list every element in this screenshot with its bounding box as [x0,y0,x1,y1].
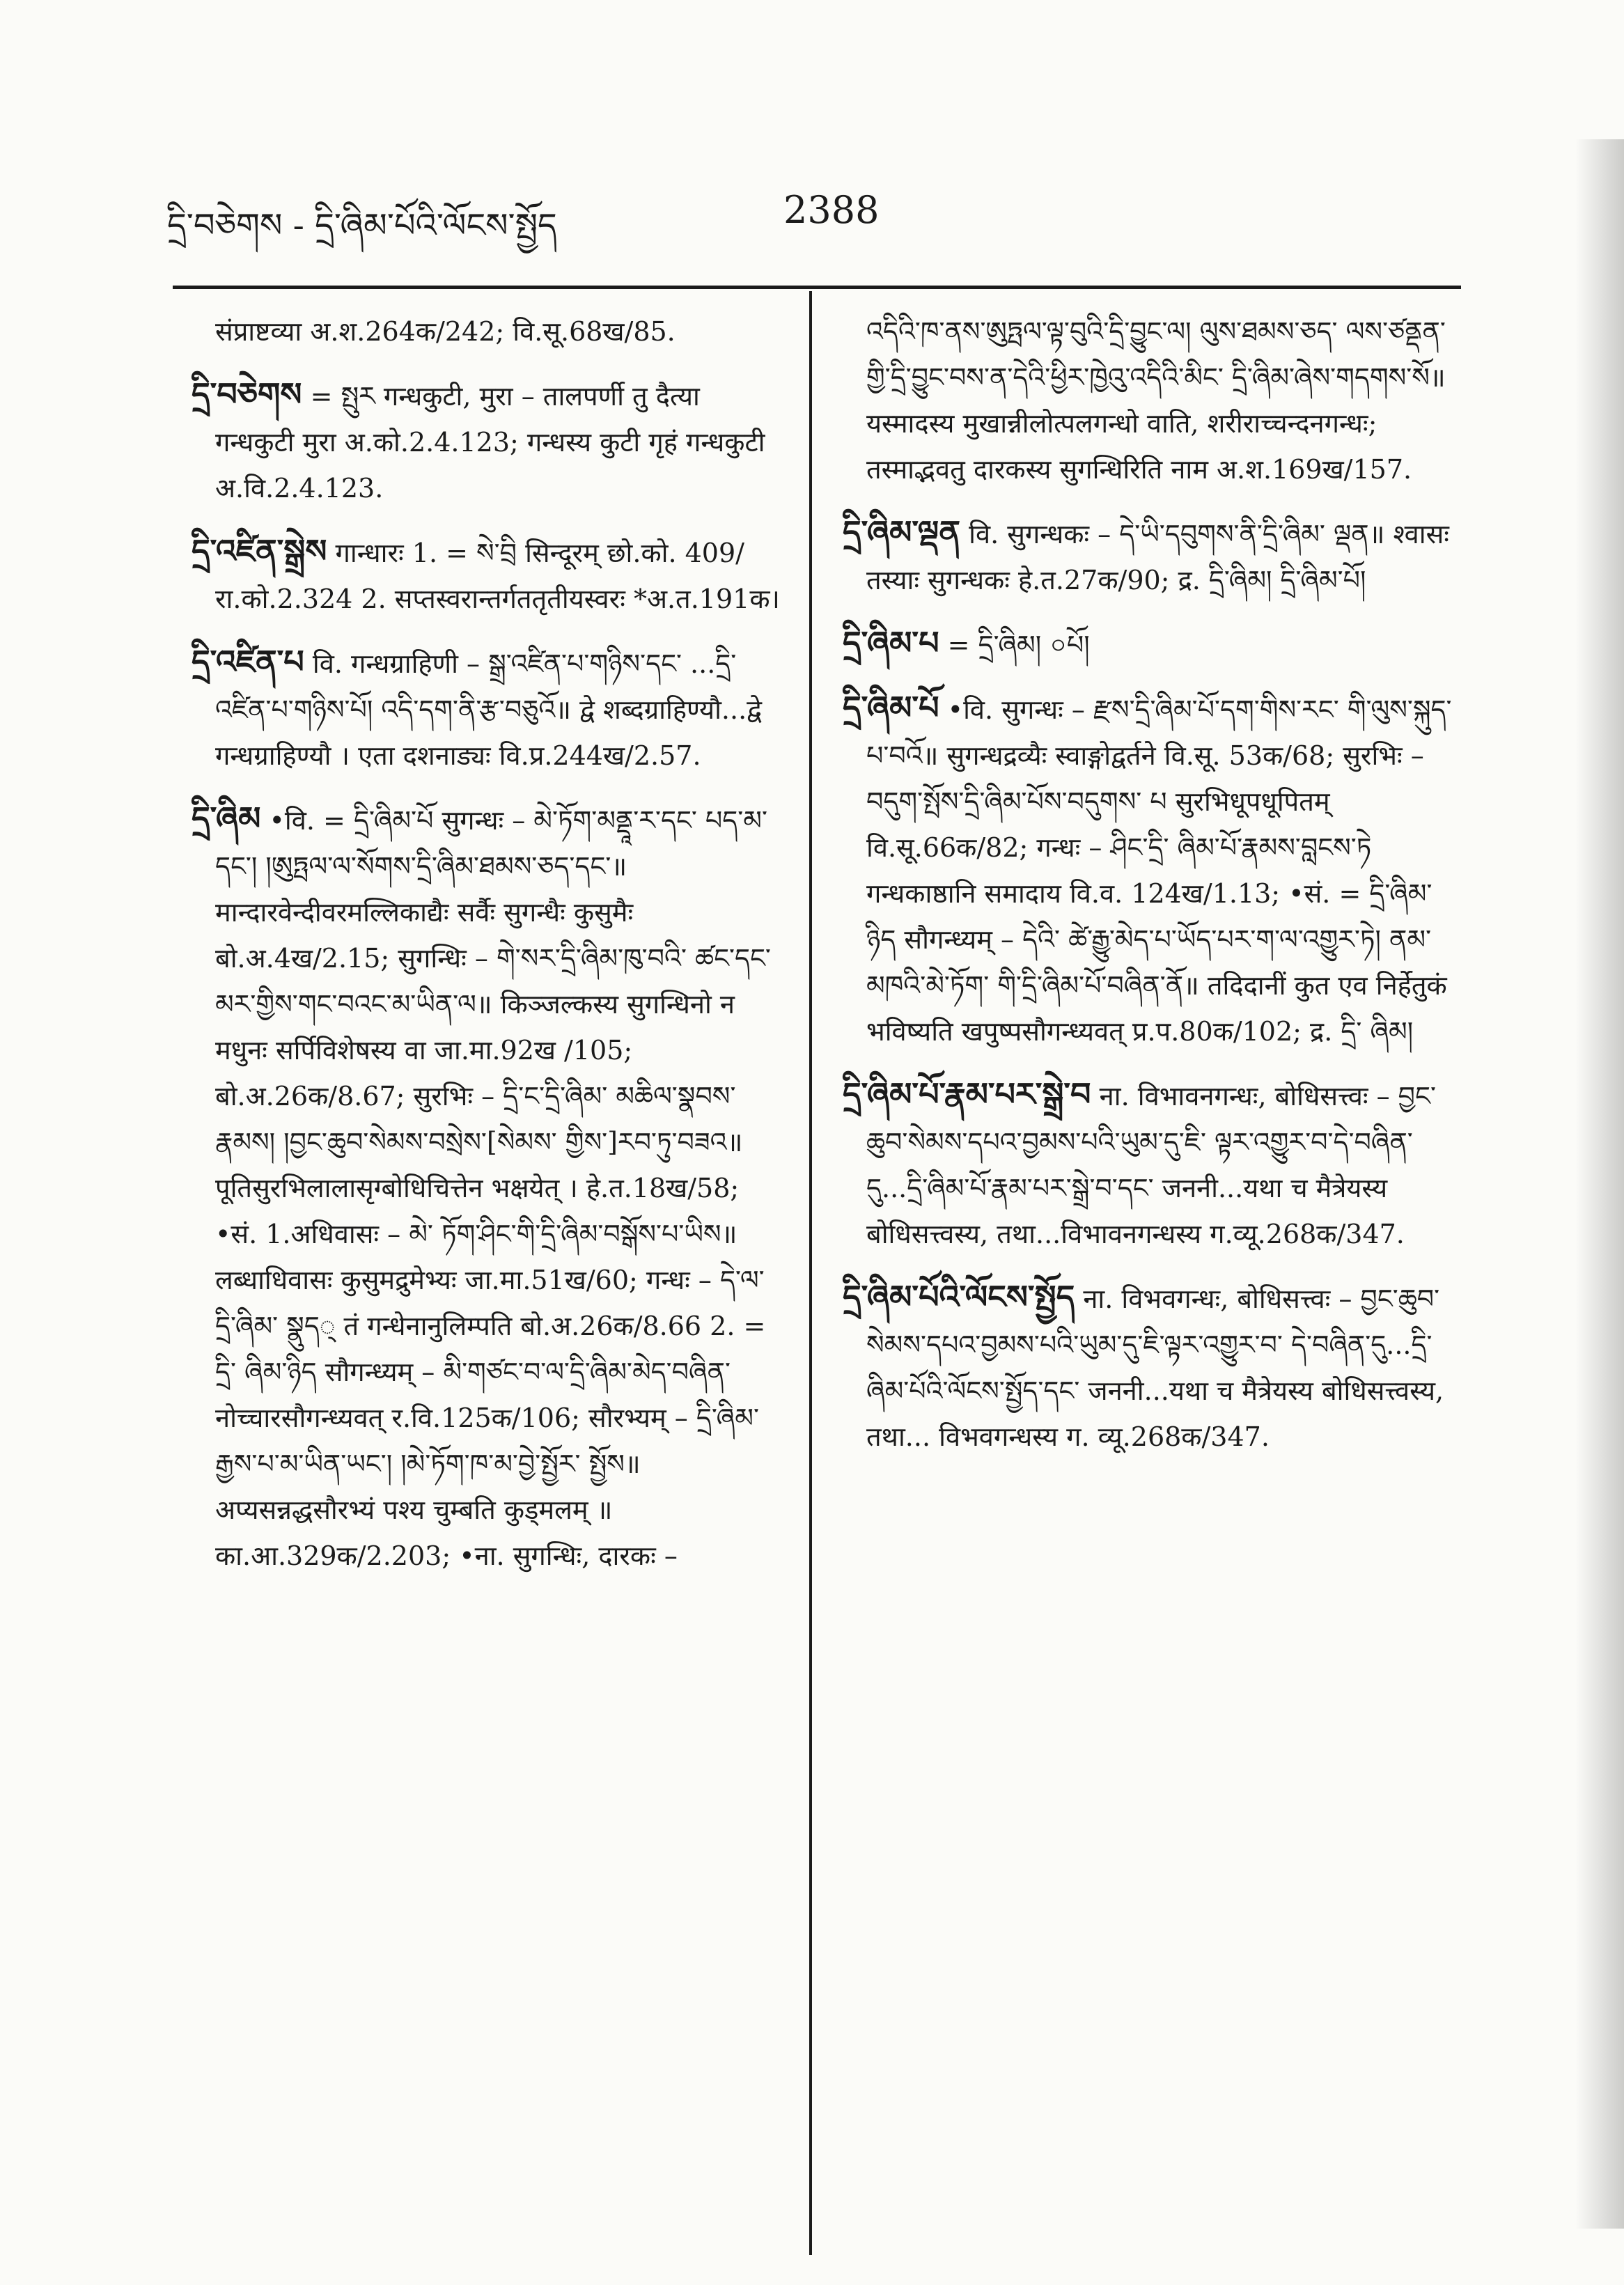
entry-headword: དྲི་འཛིན་པ [192,643,304,680]
header-rule [173,286,1461,289]
page-number: 2388 [783,188,880,232]
entry-body: वि. गन्धग्राहिणी – སྒྲ་འཛིན་པ་གཉིས་དང་ ...དྲི་འཛིན་པ་གཉིས་པོ། འདི་དག་ནི་རྩ་བཅུའོ॥ द्वे शब्दग्राहिण्यौ...द्वे गन्धग्राहिण्यौ । एता दशनाड्यः वि.प्र.244ख/2.57. [215,648,763,771]
entry-headword: དྲི་ཞིམ་པ [843,624,939,662]
dictionary-entry [843,1274,1455,1460]
dictionary-entry [843,620,1455,668]
entry-body: वि. सुगन्धकः – དེ་ཡི་དབུགས་ནི་དྲི་ཞིམ་ ལྡན॥ श्वासः तस्याः सुगन्धकः हे.त.27क/90; द्र. དྲི་ཞིམ། དྲི་ཞིམ་པོ། [866,519,1449,595]
dictionary-entry [843,509,1455,603]
column-divider [809,291,812,2255]
entry-body: ना. विभवगन्धः, बोधिसत्त्वः – བྱང་ཆུབ་སེམས་དཔའ་བྱམས་པའི་ཡུམ་དུ་ཇི་ལྟར་འགྱུར་བ་ དེ་བཞིན་དུ...དྲི་ཞིམ་པོའི་ལོངས་སྤྱོད་དང་ जननी...यथा च मैत्रेयस्य बोधिसत्त्वस्य, तथा... विभवगन्धस्य ग. व्यू.268क/347. [866,1284,1444,1452]
dictionary-entry [843,1071,1455,1257]
entry-body: •वि. = དྲི་ཞིམ་པོ सुगन्धः – མེ་ཏོག་མནྡཱ་ར་དང་ པད་མ་དང་། །ཨུཏྤལ་ལ་སོགས་དྲི་ཞིམ་ཐམས་ཅད་དང་॥ मान्दारवेन्दीवरमल्लिकाद्यैः सर्वैः सुगन्धैः कुसुमैः बो.अ.4ख/2.15; सुगन्धिः – གེ་སར་དྲི་ཞིམ་ཁུ་བའི་ ཚང་དང་མར་གྱིས་གང་བའང་མ་ཡིན་ལ॥ किञ्जल्कस्य सुगन्धिनो न मधुनः सर्पिविशेषस्य वा जा.मा.92ख /105; बो.अ.26क/8.67; सुरभिः – དྲི་ང་དྲི་ཞིམ་ མཆིལ་སྣབས་རྣམས། །བྱང་ཆུབ་སེམས་བསྲེས་[སེམས་ གྱིས་]རབ་ཏུ་བཟའ॥ पूतिसुरभिलालासृग्बोधिचित्तेन भक्षयेत् । हे.त.18ख/58; •सं. 1.अधिवासः – མེ་ ཏོག་ཤིང་གི་དྲི་ཞིམ་བསྒོས་པ་ཡིས॥ लब्धाधिवासः कुसुमद्रुमेभ्यः जा.मा.51ख/60; गन्धः – དེ་ལ་དྲི་ཞིམ་ སྣུད् तं गन्धेनानुलिम्पति बो.अ.26क/8.66 2. = དྲི་ ཞིམ་ཉིད सौगन्ध्यम् – མི་གཙང་བ་ལ་དྲི་ཞིམ་མེད་བཞིན་ नोच्चारसौगन्ध्यवत् र.वि.125क/106; सौरभ्यम् – དྲི་ཞིམ་རྒྱས་པ་མ་ཡིན་ཡང་། །མེ་ཏོག་ཁ་མ་བྱེ་སྤྱོར་ སྤྱོས॥ अप्यसन्नद्धसौरभ्यं पश्य चुम्बति कुड्मलम् ॥ का.आ.329क/2.203; •ना. सुगन्धिः, दारकः – [215,805,771,1571]
entry-body: འདིའི་ཁ་ནས་ཨུཏྤལ་ལྟ་བུའི་དྲི་བྱུང་ལ། ལུས་ཐམས་ཅད་ ལས་ཙནྡན་གྱི་དྲི་བྱུང་བས་ན་དེའི་ཕྱིར་ཁྱེའུ་འདིའི་མིང་ དྲི་ཞིམ་ཞེས་གདགས་སོ॥ यस्मादस्य मुखान्नीलोत्पलगन्धो वाति, शरीराच्चन्दनगन्धः; तस्माद्भवतु दारकस्य सुगन्धिरिति नाम अ.श.169ख/157. [866,316,1446,485]
running-header: དྲི་བཅེགས - དྲི་ཞིམ་པོའི་ལོངས་སྤྱོད [167,206,557,245]
dictionary-entry [192,371,780,511]
entry-headword: དྲི་འཛིན་སྒྲེས [192,532,327,570]
dictionary-entry [843,685,1455,1054]
dictionary-entry [192,639,780,779]
entry-headword: དྲི་ཞིམ་ལྡན [843,513,961,551]
entry-body: संप्राष्टव्या अ.श.264क/242; वि.सू.68ख/85. [215,316,676,347]
dictionary-entry [192,528,780,622]
left-column [192,306,780,1596]
dictionary-entry [843,306,1455,492]
entry-headword: དྲི་ཞིམ [192,800,261,837]
page-edge-shadow [1575,139,1624,2229]
entry-body: = དྲི་ཞིམ། ০པོ། [947,630,1090,660]
entry-body: = སྤུར गन्धकुटी, मुरा – तालपर्णी तु दैत्या गन्धकुटी मुरा अ.को.2.4.123; गन्धस्य कुटी गृहं गन्धकुटी अ.वि.2.4.123. [215,381,765,504]
right-column [843,306,1455,1476]
entry-headword: དྲི་ཞིམ་པོ [843,689,939,726]
dictionary-entry [192,795,780,1579]
entry-body: ना. विभावनगन्धः, बोधिसत्त्वः – བྱང་ཆུབ་སེམས་དཔའ་བྱམས་པའི་ཡུམ་དུ་ཇི་ ལྟར་འགྱུར་བ་དེ་བཞིན་དུ...དྲི་ཞིམ་པོ་རྣམ་པར་སྒྲེ་བ་དང་ जननी...यथा च मैत्रेयस्य बोधिसत्त्वस्य, तथा...विभावनगन्धस्य ग.व्यू.268क/347. [866,1081,1436,1249]
entry-headword: དྲི་བཅེགས [192,375,302,413]
entry-body: •वि. सुगन्धः – རྫས་དྲི་ཞིམ་པོ་དག་གིས་རང་ གི་ལུས་སྐུད་པ་བའོ॥ सुगन्धद्रव्यैः स्वाङ्गोद्वर्तने वि.सू. 53क/68; सुरभिः – བདུག་སྤོས་དྲི་ཞིམ་པོས་བདུགས་ པ सुरभिधूपधूपितम् वि.सू.66क/82; गन्धः – ཤིང་དྲི་ ཞིམ་པོ་རྣམས་བླངས་ཏེ गन्धकाष्ठानि समादाय वि.व. 124ख/1.13; •सं. = དྲི་ཞིམ་ཉིད सौगन्ध्यम् – དེའི་ ཚེ་རྒྱུ་མེད་པ་ཡོད་པར་ག་ལ་འགྱུར་ཏེ། ནམ་མཁའི་མེ་ཏོག་ གི་དྲི་ཞིམ་པོ་བཞིན་ནོ॥ तदिदानीं कुत एव निर्हेतुकं भविष्यति खपुष्पसौगन्ध्यवत् प्र.प.80क/102; द्र. དྲི་ ཞིམ། [866,694,1452,1047]
entry-headword: དྲི་ཞིམ་པོ་རྣམ་པར་སྒྲེ་བ [843,1075,1091,1113]
entry-headword: དྲི་ཞིམ་པོའི་ལོངས་སྤྱོད [843,1278,1075,1316]
entry-body: गान्धारः 1. = སེ་བྲི सिन्दूरम् छो.को. 409/रा.को.2.324 2. सप्तस्वरान्तर्गततृतीयस्वरः *अ.त.191क। [215,538,780,614]
dictionary-entry [192,306,780,354]
